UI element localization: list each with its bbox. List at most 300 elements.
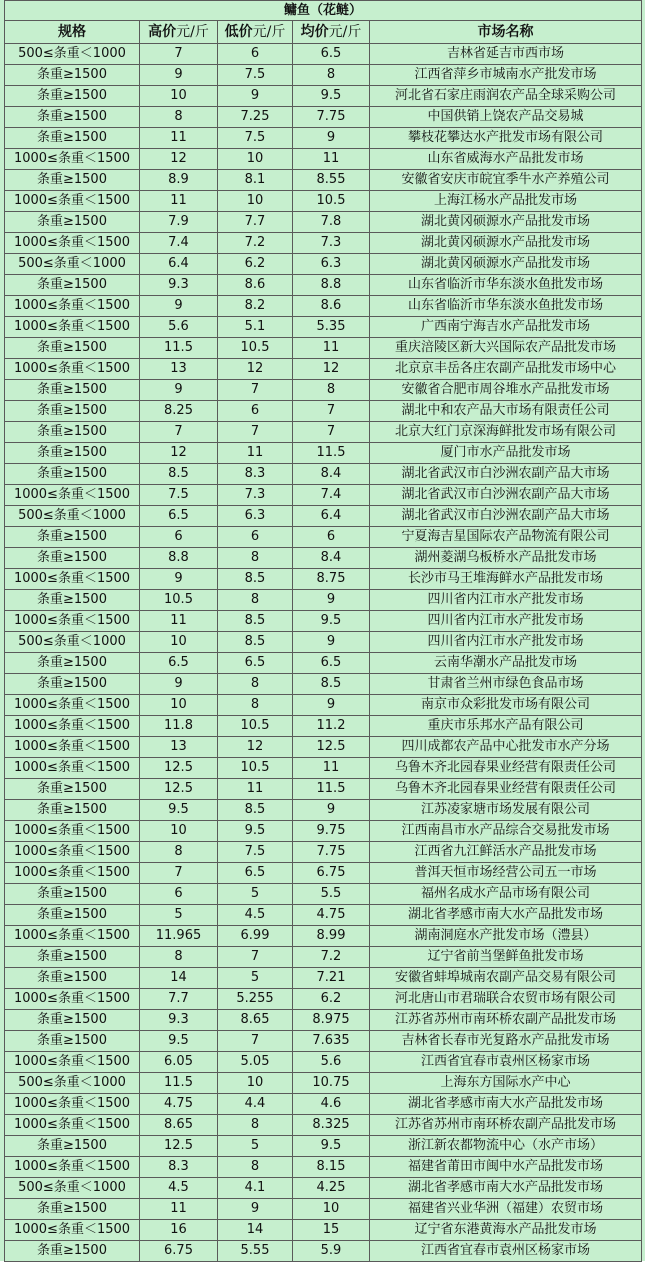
table-row (5, 275, 642, 296)
low-price-unit: 元/斤 (252, 24, 286, 40)
spec-cell: 条重≥1500 (5, 968, 140, 989)
avg-price-cell: 10 (293, 1199, 370, 1220)
high-price-cell: 8 (140, 107, 218, 128)
spec-cell: 条重≥1500 (5, 338, 140, 359)
high-price-cell: 4.5 (140, 1178, 218, 1199)
high-price-cell: 12 (140, 443, 218, 464)
spec-cell: 条重≥1500 (5, 947, 140, 968)
high-price-cell: 6 (140, 884, 218, 905)
table-body (5, 44, 642, 1262)
avg-price-cell: 7.4 (293, 485, 370, 506)
table-row (5, 86, 642, 107)
market-name-cell: 湖州菱湖乌板桥水产品批发市场 (370, 548, 642, 569)
table-row (5, 317, 642, 338)
high-price-cell: 6.4 (140, 254, 218, 275)
low-price-cell: 10.5 (218, 716, 293, 737)
high-price-cell: 9 (140, 569, 218, 590)
spec-cell: 500≤条重＜1000 (5, 254, 140, 275)
avg-price-cell: 7.21 (293, 968, 370, 989)
table-row (5, 338, 642, 359)
spec-cell: 条重≥1500 (5, 548, 140, 569)
low-price-cell: 5 (218, 1136, 293, 1157)
high-price-cell: 11.5 (140, 338, 218, 359)
market-name-cell: 福州名成水产品市场有限公司 (370, 884, 642, 905)
avg-price-cell: 6.3 (293, 254, 370, 275)
market-name-cell: 湖北黄冈硕源水产品批发市场 (370, 212, 642, 233)
spec-cell: 1000≤条重＜1500 (5, 863, 140, 884)
low-price-cell: 10 (218, 191, 293, 212)
high-price-cell: 12.5 (140, 758, 218, 779)
low-price-cell: 6 (218, 527, 293, 548)
avg-price-cell: 7.75 (293, 107, 370, 128)
avg-price-cell: 9.5 (293, 86, 370, 107)
low-price-cell: 8.65 (218, 1010, 293, 1031)
market-name-cell: 湖北省孝感市南大水产品批发市场 (370, 905, 642, 926)
spec-cell: 条重≥1500 (5, 674, 140, 695)
low-price-cell: 8.6 (218, 275, 293, 296)
high-price-unit: 元/斤 (176, 24, 209, 40)
high-price-cell: 9.5 (140, 1031, 218, 1052)
table-row (5, 485, 642, 506)
avg-price-cell: 9.5 (293, 1136, 370, 1157)
table-row (5, 674, 642, 695)
market-name-cell: 四川省内江市水产批发市场 (370, 590, 642, 611)
low-price-cell: 7 (218, 422, 293, 443)
spec-cell: 1000≤条重＜1500 (5, 296, 140, 317)
low-price-cell: 7.7 (218, 212, 293, 233)
low-price-header (218, 21, 293, 44)
spec-cell: 1000≤条重＜1500 (5, 716, 140, 737)
avg-price-cell: 10.75 (293, 1073, 370, 1094)
table-row (5, 212, 642, 233)
avg-price-cell: 8 (293, 65, 370, 86)
table-row (5, 527, 642, 548)
low-price-cell: 4.5 (218, 905, 293, 926)
low-price-cell: 7.5 (218, 128, 293, 149)
high-price-cell: 8.25 (140, 401, 218, 422)
low-price-cell: 5.1 (218, 317, 293, 338)
table-row (5, 401, 642, 422)
table-row (5, 1220, 642, 1241)
table-row (5, 1178, 642, 1199)
spec-cell: 条重≥1500 (5, 779, 140, 800)
table-row (5, 1199, 642, 1220)
market-name-cell: 山东省威海水产品批发市场 (370, 149, 642, 170)
market-name-cell: 辽宁省东港黄海水产品批发市场 (370, 1220, 642, 1241)
avg-price-cell: 11.5 (293, 443, 370, 464)
avg-price-cell: 11 (293, 338, 370, 359)
spec-cell: 1000≤条重＜1500 (5, 821, 140, 842)
table-row (5, 1241, 642, 1262)
spec-cell: 1000≤条重＜1500 (5, 1115, 140, 1136)
avg-price-cell: 11.2 (293, 716, 370, 737)
table-row (5, 1073, 642, 1094)
spec-cell: 条重≥1500 (5, 107, 140, 128)
spec-cell: 条重≥1500 (5, 401, 140, 422)
market-name-cell: 湖北黄冈硕源水产品批发市场 (370, 233, 642, 254)
low-price-cell: 8.5 (218, 800, 293, 821)
high-price-cell: 11 (140, 611, 218, 632)
high-price-cell: 7.4 (140, 233, 218, 254)
high-price-cell: 9 (140, 380, 218, 401)
low-price-cell: 8 (218, 1115, 293, 1136)
avg-price-cell: 8.325 (293, 1115, 370, 1136)
high-price-cell: 11.965 (140, 926, 218, 947)
avg-price-cell: 6.5 (293, 44, 370, 65)
high-price-label: 高价 (148, 24, 177, 40)
avg-price-cell: 6 (293, 527, 370, 548)
high-price-cell: 11.5 (140, 1073, 218, 1094)
avg-price-cell: 9.5 (293, 611, 370, 632)
high-price-cell: 7.9 (140, 212, 218, 233)
table-row (5, 107, 642, 128)
spec-cell: 1000≤条重＜1500 (5, 737, 140, 758)
low-price-cell: 8 (218, 590, 293, 611)
spec-cell: 1000≤条重＜1500 (5, 485, 140, 506)
market-name-cell: 吉林省长春市光复路水产品批发市场 (370, 1031, 642, 1052)
avg-price-header (293, 21, 370, 44)
spec-cell: 条重≥1500 (5, 86, 140, 107)
market-name-cell: 湖北省武汉市白沙洲农副产品大市场 (370, 485, 642, 506)
spec-cell: 1000≤条重＜1500 (5, 1094, 140, 1115)
table-row (5, 422, 642, 443)
market-name-cell: 山东省临沂市华东淡水鱼批发市场 (370, 275, 642, 296)
spec-cell: 500≤条重＜1000 (5, 44, 140, 65)
spec-cell: 1000≤条重＜1500 (5, 1220, 140, 1241)
low-price-cell: 12 (218, 359, 293, 380)
high-price-cell: 5 (140, 905, 218, 926)
table-row (5, 1031, 642, 1052)
market-name-cell: 湖北省孝感市南大水产品批发市场 (370, 1094, 642, 1115)
high-price-cell: 13 (140, 359, 218, 380)
market-name-cell: 河北唐山市君瑞联合农贸市场有限公司 (370, 989, 642, 1010)
avg-price-cell: 8.975 (293, 1010, 370, 1031)
spec-cell: 1000≤条重＜1500 (5, 758, 140, 779)
table-row (5, 254, 642, 275)
market-name-cell: 中国供销上饶农产品交易城 (370, 107, 642, 128)
price-table (4, 0, 642, 1262)
market-name-cell: 福建省莆田市闽中水产品批发市场 (370, 1157, 642, 1178)
avg-price-cell: 7.8 (293, 212, 370, 233)
spec-cell: 条重≥1500 (5, 590, 140, 611)
avg-price-cell: 12 (293, 359, 370, 380)
low-price-cell: 4.4 (218, 1094, 293, 1115)
high-price-cell: 10 (140, 86, 218, 107)
spec-cell: 条重≥1500 (5, 422, 140, 443)
avg-price-unit: 元/斤 (328, 24, 362, 40)
avg-price-cell: 12.5 (293, 737, 370, 758)
high-price-cell: 6.75 (140, 1241, 218, 1262)
low-price-cell: 9 (218, 86, 293, 107)
spec-cell: 1000≤条重＜1500 (5, 611, 140, 632)
high-price-cell: 8 (140, 947, 218, 968)
avg-price-cell: 9 (293, 632, 370, 653)
spec-cell: 1000≤条重＜1500 (5, 695, 140, 716)
high-price-cell: 10 (140, 632, 218, 653)
low-price-cell: 8.5 (218, 632, 293, 653)
low-price-cell: 5 (218, 968, 293, 989)
market-name-cell: 重庆涪陵区新大兴国际农产品批发市场 (370, 338, 642, 359)
low-price-cell: 7.2 (218, 233, 293, 254)
avg-price-cell: 4.25 (293, 1178, 370, 1199)
table-row (5, 737, 642, 758)
table-row (5, 842, 642, 863)
spec-cell: 条重≥1500 (5, 905, 140, 926)
high-price-cell: 8.65 (140, 1115, 218, 1136)
avg-price-cell: 6.75 (293, 863, 370, 884)
spec-cell: 条重≥1500 (5, 464, 140, 485)
market-name-cell: 江西南昌市水产品综合交易批发市场 (370, 821, 642, 842)
high-price-cell: 11 (140, 191, 218, 212)
market-name-cell: 福建省兴业华洲（福建）农贸市场 (370, 1199, 642, 1220)
high-price-cell: 11 (140, 128, 218, 149)
market-name-cell: 江苏凌家塘市场发展有限公司 (370, 800, 642, 821)
high-price-cell: 11 (140, 1199, 218, 1220)
table-row (5, 590, 642, 611)
market-name-cell: 四川省内江市水产批发市场 (370, 632, 642, 653)
table-row (5, 233, 642, 254)
market-name-cell: 上海东方国际水产中心 (370, 1073, 642, 1094)
spec-cell: 1000≤条重＜1500 (5, 926, 140, 947)
high-price-cell: 8 (140, 842, 218, 863)
low-price-cell: 4.1 (218, 1178, 293, 1199)
avg-price-cell: 8.8 (293, 275, 370, 296)
high-price-cell: 6 (140, 527, 218, 548)
avg-price-cell: 9 (293, 800, 370, 821)
low-price-cell: 6.5 (218, 863, 293, 884)
table-row (5, 968, 642, 989)
market-name-cell: 湖北中和农产品大市场有限责任公司 (370, 401, 642, 422)
high-price-cell: 7 (140, 44, 218, 65)
avg-price-cell: 7.2 (293, 947, 370, 968)
table-row (5, 1136, 642, 1157)
market-name-cell: 江苏省苏州市南环桥农副产品批发市场 (370, 1115, 642, 1136)
low-price-cell: 5.05 (218, 1052, 293, 1073)
high-price-cell: 5.6 (140, 317, 218, 338)
low-price-cell: 7 (218, 380, 293, 401)
spec-cell: 1000≤条重＜1500 (5, 842, 140, 863)
table-row (5, 758, 642, 779)
low-price-cell: 5.55 (218, 1241, 293, 1262)
low-price-cell: 8 (218, 548, 293, 569)
high-price-cell: 7 (140, 422, 218, 443)
avg-price-label: 均价 (300, 24, 329, 40)
spec-cell: 条重≥1500 (5, 1241, 140, 1262)
market-name-cell: 安徽省蚌埠城南农副产品交易有限公司 (370, 968, 642, 989)
table-row (5, 926, 642, 947)
avg-price-cell: 8.99 (293, 926, 370, 947)
market-name-cell: 江西省宜春市袁州区杨家市场 (370, 1052, 642, 1073)
low-price-cell: 11 (218, 443, 293, 464)
table-row (5, 380, 642, 401)
spec-cell: 1000≤条重＜1500 (5, 359, 140, 380)
high-price-cell: 8.5 (140, 464, 218, 485)
avg-price-cell: 9 (293, 128, 370, 149)
avg-price-cell: 4.75 (293, 905, 370, 926)
market-name-cell: 长沙市马王堆海鲜水产品批发市场 (370, 569, 642, 590)
table-row (5, 44, 642, 65)
low-price-cell: 7.25 (218, 107, 293, 128)
low-price-cell: 8.1 (218, 170, 293, 191)
spec-cell: 500≤条重＜1000 (5, 1178, 140, 1199)
avg-price-cell: 9 (293, 695, 370, 716)
avg-price-cell: 7 (293, 401, 370, 422)
high-price-cell: 10 (140, 695, 218, 716)
table-row (5, 170, 642, 191)
spec-cell: 条重≥1500 (5, 275, 140, 296)
spec-cell: 条重≥1500 (5, 884, 140, 905)
market-name-cell: 辽宁省前当堡鲜鱼批发市场 (370, 947, 642, 968)
spec-cell: 条重≥1500 (5, 65, 140, 86)
low-price-cell: 9.5 (218, 821, 293, 842)
low-price-cell: 7.3 (218, 485, 293, 506)
market-name-cell: 安徽省安庆市皖宜季牛水产养殖公司 (370, 170, 642, 191)
market-name-cell: 江苏省苏州市南环桥农副产品批发市场 (370, 1010, 642, 1031)
market-name-cell: 江西省九江鲜活水产品批发市场 (370, 842, 642, 863)
low-price-cell: 10.5 (218, 338, 293, 359)
high-price-cell: 7.5 (140, 485, 218, 506)
avg-price-cell: 15 (293, 1220, 370, 1241)
spec-cell: 条重≥1500 (5, 1136, 140, 1157)
low-price-cell: 10 (218, 149, 293, 170)
avg-price-cell: 8.75 (293, 569, 370, 590)
high-price-cell: 11.8 (140, 716, 218, 737)
avg-price-cell: 5.5 (293, 884, 370, 905)
high-price-cell: 9 (140, 296, 218, 317)
table-row (5, 611, 642, 632)
table-row (5, 569, 642, 590)
high-price-cell: 4.75 (140, 1094, 218, 1115)
low-price-cell: 7 (218, 1031, 293, 1052)
avg-price-cell: 10.5 (293, 191, 370, 212)
spec-cell: 条重≥1500 (5, 527, 140, 548)
avg-price-cell: 5.6 (293, 1052, 370, 1073)
high-price-cell: 8.9 (140, 170, 218, 191)
market-name-cell: 河北省石家庄雨润农产品全球采购公司 (370, 86, 642, 107)
market-name-cell: 云南华潮水产品批发市场 (370, 653, 642, 674)
market-name-cell: 江西省萍乡市城南水产批发市场 (370, 65, 642, 86)
spec-cell: 条重≥1500 (5, 380, 140, 401)
market-name-cell: 北京京丰岳各庄农副产品批发市场中心 (370, 359, 642, 380)
high-price-cell: 12.5 (140, 1136, 218, 1157)
low-price-cell: 10 (218, 1073, 293, 1094)
avg-price-cell: 7 (293, 422, 370, 443)
low-price-cell: 14 (218, 1220, 293, 1241)
high-price-cell: 10 (140, 821, 218, 842)
avg-price-cell: 8.55 (293, 170, 370, 191)
low-price-cell: 6.2 (218, 254, 293, 275)
low-price-cell: 6.5 (218, 653, 293, 674)
market-name-cell: 湖北省武汉市白沙洲农副产品大市场 (370, 464, 642, 485)
spec-cell: 条重≥1500 (5, 128, 140, 149)
spec-header: 规格 (5, 21, 140, 44)
table-row (5, 296, 642, 317)
table-row (5, 716, 642, 737)
spec-cell: 条重≥1500 (5, 653, 140, 674)
low-price-cell: 8.5 (218, 611, 293, 632)
market-name-cell: 广西南宁海吉水产品批发市场 (370, 317, 642, 338)
low-price-cell: 11 (218, 779, 293, 800)
avg-price-cell: 6.2 (293, 989, 370, 1010)
market-name-cell: 厦门市水产品批发市场 (370, 443, 642, 464)
avg-price-cell: 8 (293, 380, 370, 401)
spec-cell: 500≤条重＜1000 (5, 1073, 140, 1094)
spec-cell: 1000≤条重＜1500 (5, 317, 140, 338)
low-price-cell: 7.5 (218, 65, 293, 86)
market-name-cell: 浙江新农都物流中心（水产市场） (370, 1136, 642, 1157)
low-price-cell: 7 (218, 947, 293, 968)
high-price-cell: 9.3 (140, 275, 218, 296)
table-row (5, 1094, 642, 1115)
low-price-cell: 10.5 (218, 758, 293, 779)
table-row (5, 695, 642, 716)
low-price-cell: 7.5 (218, 842, 293, 863)
avg-price-cell: 11.5 (293, 779, 370, 800)
avg-price-cell: 9 (293, 590, 370, 611)
market-name-cell: 湖北省武汉市白沙洲农副产品大市场 (370, 506, 642, 527)
high-price-cell: 8.3 (140, 1157, 218, 1178)
market-name-cell: 四川省内江市水产批发市场 (370, 611, 642, 632)
avg-price-cell: 11 (293, 149, 370, 170)
avg-price-cell: 7.635 (293, 1031, 370, 1052)
avg-price-cell: 8.4 (293, 548, 370, 569)
market-name-cell: 江西省宜春市袁州区杨家市场 (370, 1241, 642, 1262)
table-row (5, 800, 642, 821)
market-name-cell: 乌鲁木齐北园春果业经营有限责任公司 (370, 779, 642, 800)
low-price-cell: 8.5 (218, 569, 293, 590)
spec-cell: 条重≥1500 (5, 800, 140, 821)
high-price-cell: 16 (140, 1220, 218, 1241)
market-name-cell: 重庆市乐邦水产品有限公司 (370, 716, 642, 737)
low-price-cell: 9 (218, 1199, 293, 1220)
high-price-cell: 14 (140, 968, 218, 989)
high-price-cell: 7 (140, 863, 218, 884)
avg-price-cell: 7.3 (293, 233, 370, 254)
avg-price-cell: 8.15 (293, 1157, 370, 1178)
header-row (5, 21, 642, 44)
spec-cell: 1000≤条重＜1500 (5, 149, 140, 170)
low-price-cell: 12 (218, 737, 293, 758)
low-price-cell: 8 (218, 1157, 293, 1178)
table-row (5, 128, 642, 149)
table-row (5, 779, 642, 800)
low-price-cell: 6.3 (218, 506, 293, 527)
table-row (5, 1157, 642, 1178)
title-row (5, 1, 642, 21)
low-price-label: 低价 (224, 24, 253, 40)
spec-cell: 条重≥1500 (5, 170, 140, 191)
table-row (5, 1115, 642, 1136)
avg-price-cell: 9.75 (293, 821, 370, 842)
market-name-cell: 北京大红门京深海鲜批发市场有限公司 (370, 422, 642, 443)
high-price-cell: 13 (140, 737, 218, 758)
low-price-cell: 6 (218, 401, 293, 422)
market-name-cell: 安徽省合肥市周谷堆水产品批发市场 (370, 380, 642, 401)
low-price-cell: 5 (218, 884, 293, 905)
market-header: 市场名称 (370, 21, 642, 44)
high-price-cell: 6.5 (140, 653, 218, 674)
table-row (5, 821, 642, 842)
market-name-cell: 四川成都农产品中心批发市水产分场 (370, 737, 642, 758)
table-row (5, 548, 642, 569)
spec-cell: 1000≤条重＜1500 (5, 191, 140, 212)
avg-price-cell: 4.6 (293, 1094, 370, 1115)
table-row (5, 443, 642, 464)
table-row (5, 632, 642, 653)
market-name-cell: 乌鲁木齐北园春果业经营有限责任公司 (370, 758, 642, 779)
high-price-cell: 9.5 (140, 800, 218, 821)
table-row (5, 989, 642, 1010)
